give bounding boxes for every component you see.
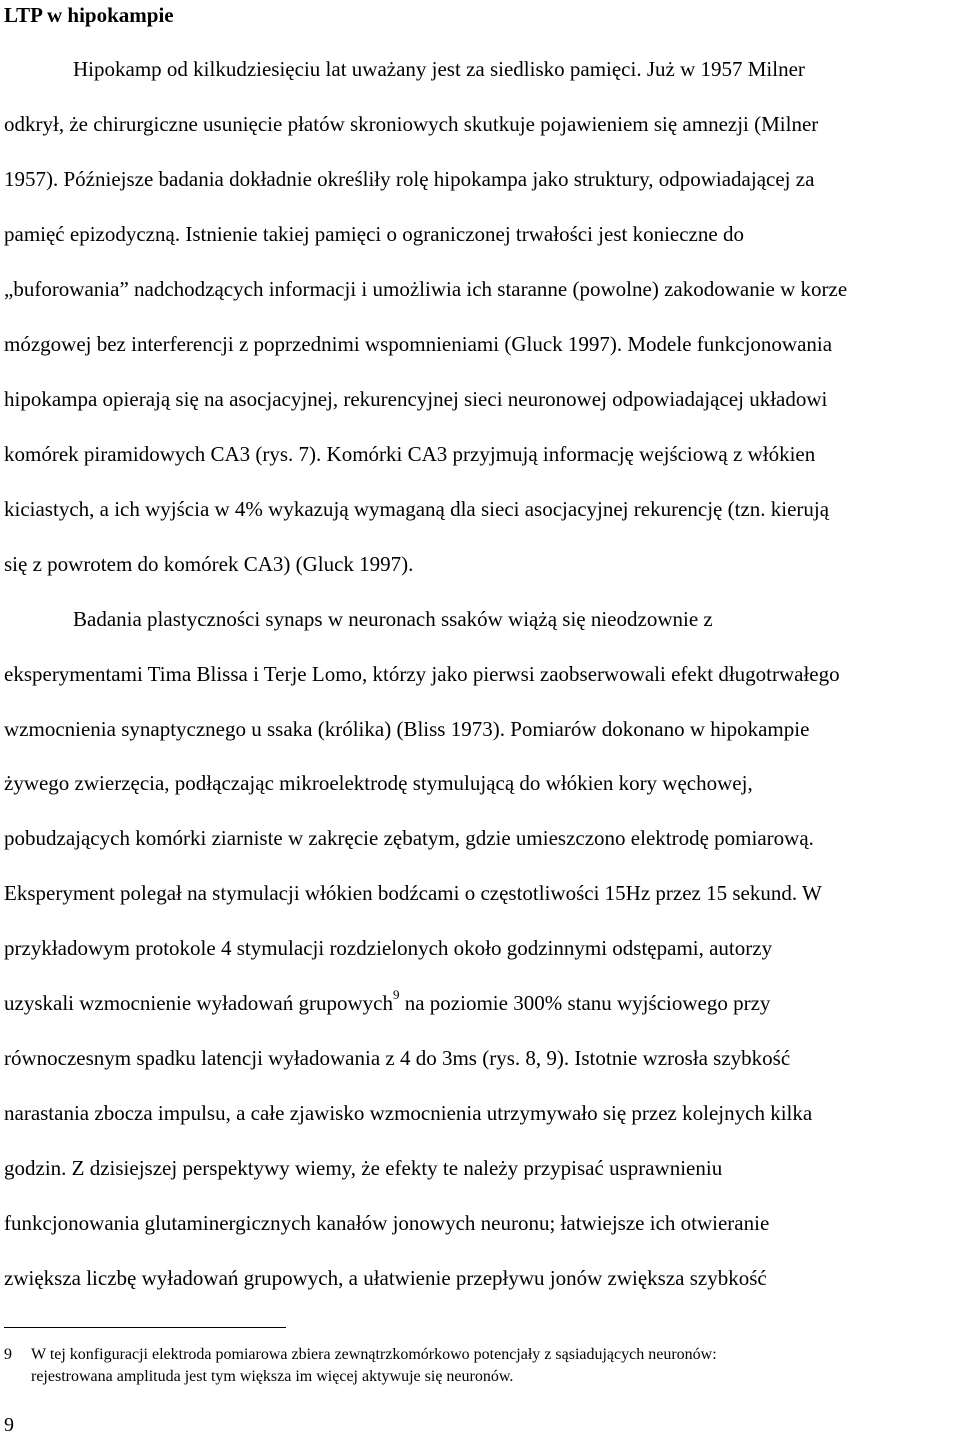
body-line: się z powrotem do komórek CA3) (Gluck 1997). <box>4 552 414 576</box>
body-line: mózgowej bez interferencji z poprzednimi wspomnieniami (Gluck 1997). Modele funkcjonowania <box>4 332 833 356</box>
body-line: hipokampa opierają się na asocjacyjnej, rekurencyjnej sieci neuronowej odpowiadającej układowi <box>4 387 828 411</box>
body-line: eksperymentami Tima Blissa i Terje Lomo, którzy jako pierwsi zaobserwowali efekt długotrwałego <box>4 662 840 686</box>
footnote-reference[interactable]: 9 <box>392 987 400 1002</box>
body-line-segment: uzyskali wzmocnienie wyładowań grupowych <box>4 991 393 1015</box>
body-line: narastania zbocza impulsu, a całe zjawisko wzmocnienia utrzymywało się przez kolejnych kilka <box>4 1101 813 1125</box>
body-line: żywego zwierzęcia, podłączając mikroelektrodę stymulującą do włókien kory węchowej, <box>4 771 753 795</box>
footnote-text: rejestrowana amplituda jest tym większa im więcej aktywuje się neuronów. <box>31 1368 514 1385</box>
footnote-separator <box>4 1327 286 1328</box>
body-line: zwiększa liczbę wyładowań grupowych, a ułatwienie przepływu jonów zwiększa szybkość <box>4 1266 767 1290</box>
body-line: równoczesnym spadku latencji wyładowania z 4 do 3ms (rys. 8, 9). Istotnie wzrosła szybkość <box>4 1046 791 1070</box>
body-line: Badania plastyczności synaps w neuronach ssaków wiążą się nieodzownie z <box>73 607 713 631</box>
body-line: kiciastych, a ich wyjścia w 4% wykazują wymaganą dla sieci asocjacyjnej rekurencję (tzn. kierują <box>4 497 830 521</box>
body-line: funkcjonowania glutaminergicznych kanałów jonowych neuronu; łatwiejsze ich otwieranie <box>4 1211 770 1235</box>
body-line: Hipokamp od kilkudziesięciu lat uważany jest za siedlisko pamięci. Już w 1957 Milner <box>73 57 805 81</box>
footnote-number: 9 <box>4 1346 12 1363</box>
body-line: „buforowania” nadchodzących informacji i umożliwia ich staranne (powolne) zakodowanie w korze <box>4 277 848 301</box>
page-number: 9 <box>4 1414 14 1436</box>
body-line: godzin. Z dzisiejszej perspektywy wiemy, że efekty te należy przypisać usprawnieniu <box>4 1156 723 1180</box>
body-line: Eksperyment polegał na stymulacji włókien bodźcami o częstotliwości 15Hz przez 15 sekund. W <box>4 881 822 905</box>
body-line: komórek piramidowych CA3 (rys. 7). Komórki CA3 przyjmują informację wejściową z włókien <box>4 442 816 466</box>
body-line: pamięć epizodyczną. Istnienie takiej pamięci o ograniczonej trwałości jest konieczne do <box>4 222 744 246</box>
body-line: pobudzających komórki ziarniste w zakręcie zębatym, gdzie umieszczono elektrodę pomiarową. <box>4 826 814 850</box>
section-heading: LTP w hipokampie <box>4 3 174 27</box>
footnote-text: W tej konfiguracji elektroda pomiarowa zbiera zewnątrzkomórkowo potencjały z sąsiadujących neuronów: <box>31 1346 717 1363</box>
body-line: 1957). Późniejsze badania dokładnie określiły rolę hipokampa jako struktury, odpowiadającej za <box>4 167 815 191</box>
body-line-segment: na poziomie 300% stanu wyjściowego przy <box>399 991 771 1015</box>
body-line: przykładowym protokole 4 stymulacji rozdzielonych około godzinnymi odstępami, autorzy <box>4 936 773 960</box>
body-line: odkrył, że chirurgiczne usunięcie płatów skroniowych skutkuje pojawieniem się amnezji (Milner <box>4 112 819 136</box>
body-line: wzmocnienia synaptycznego u ssaka (królika) (Bliss 1973). Pomiarów dokonano w hipokampie <box>4 717 810 741</box>
body-line-with-footnote-ref <box>4 987 771 1016</box>
